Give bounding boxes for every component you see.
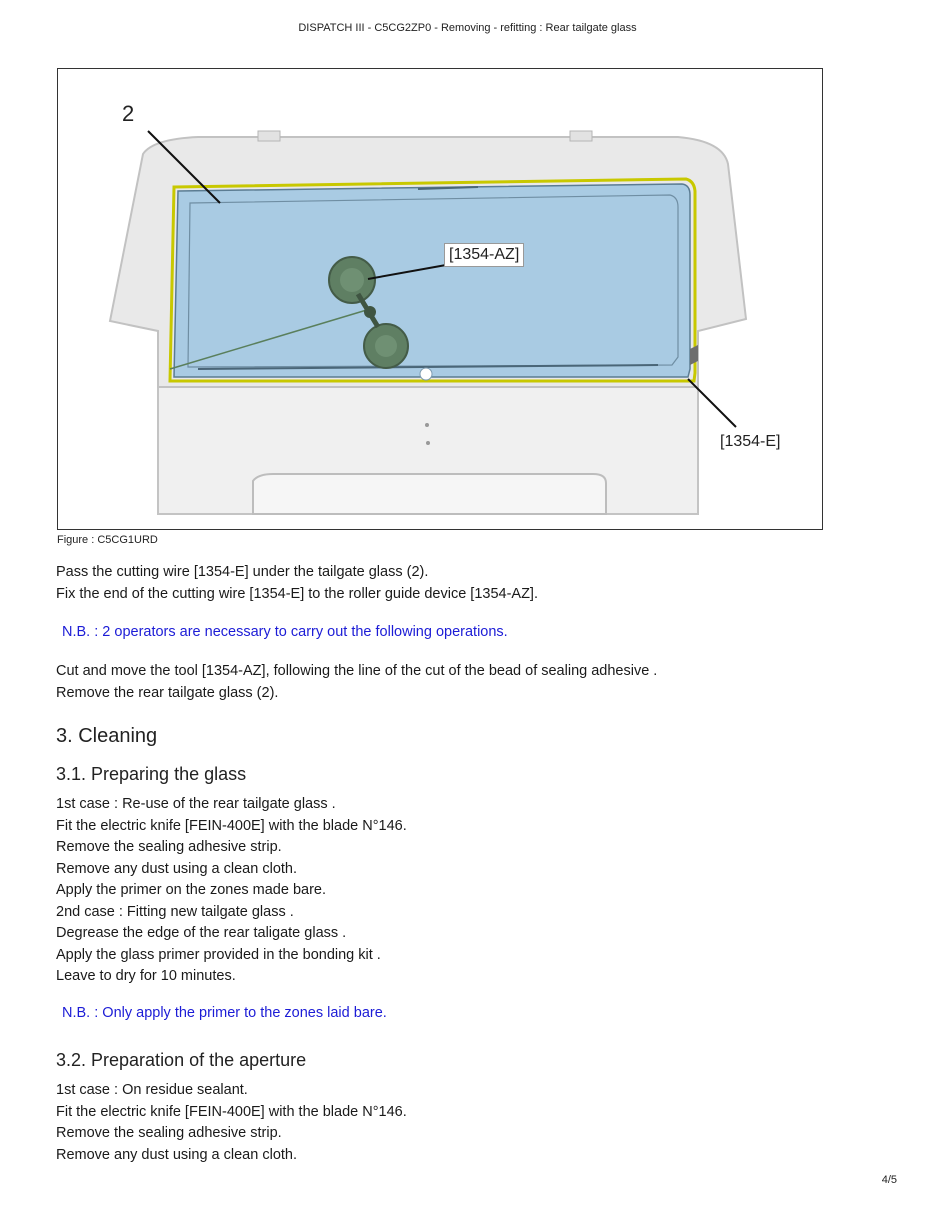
instruction-line: Pass the cutting wire [1354-E] under the tailgate glass (2). — [56, 564, 429, 580]
figure-illustration — [57, 68, 823, 530]
instruction-line: Remove any dust using a clean cloth. — [56, 1146, 297, 1163]
instruction-line: Fix the end of the cutting wire [1354-E] to the roller guide device [1354-AZ]. — [56, 585, 538, 602]
hinge-tab-left — [258, 131, 280, 141]
note-primer: N.B. : Only apply the primer to the zones laid bare. — [62, 1005, 387, 1021]
instruction-line: Remove the sealing adhesive strip. — [56, 1125, 282, 1141]
instruction-line: Remove the rear tailgate glass (2). — [56, 684, 279, 701]
wiper-pivot — [420, 368, 432, 380]
instruction-line: Degrease the edge of the rear taligate glass . — [56, 925, 347, 941]
instruction-line: 1st case : Re-use of the rear tailgate glass . — [56, 796, 336, 812]
roller-wheel — [364, 306, 376, 318]
instruction-block-1 — [56, 562, 538, 605]
page-number: 4/5 — [881, 1174, 897, 1186]
instruction-line: Remove the sealing adhesive strip. — [56, 839, 282, 855]
instruction-line: Apply the primer on the zones made bare. — [56, 882, 327, 898]
callout-tool-1354-e: [1354-E] — [720, 433, 781, 450]
glass-instructions — [56, 794, 407, 988]
instruction-line: Apply the glass primer provided in the bonding kit . — [56, 946, 381, 963]
heading-preparing-glass: 3.1. Preparing the glass — [56, 764, 247, 784]
instruction-line: Cut and move the tool [1354-AZ], following the line of the cut of the bead of sealing adhesive . — [56, 663, 658, 679]
document-header: DISPATCH III - C5CG2ZP0 - Removing - refitting : Rear tailgate glass — [298, 22, 637, 34]
instruction-line: 2nd case : Fitting new tailgate glass . — [56, 903, 294, 920]
callout-part-2: 2 — [122, 101, 135, 126]
heading-cleaning: 3. Cleaning — [56, 725, 158, 747]
callout-tool-1354-az: [1354-AZ] — [444, 243, 524, 267]
instruction-block-2 — [56, 661, 657, 704]
aperture-instructions — [56, 1080, 407, 1166]
tailgate-glass — [174, 184, 690, 377]
lock-dot-lower — [426, 441, 430, 445]
instruction-line: Fit the electric knife [FEIN-400E] with the blade N°146. — [56, 1103, 407, 1120]
heading-preparation-aperture: 3.2. Preparation of the aperture — [56, 1050, 307, 1070]
number-plate-recess — [253, 474, 606, 514]
instruction-line: Fit the electric knife [FEIN-400E] with the blade N°146. — [56, 817, 407, 834]
note-operators: N.B. : 2 operators are necessary to carry out the following operations. — [62, 624, 508, 640]
hinge-tab-right — [570, 131, 592, 141]
instruction-line: Leave to dry for 10 minutes. — [56, 968, 236, 984]
instruction-line: 1st case : On residue sealant. — [56, 1082, 248, 1098]
figure-caption: Figure : C5CG1URD — [57, 534, 158, 546]
instruction-line: Remove any dust using a clean cloth. — [56, 860, 297, 877]
tailgate-illustration — [58, 69, 823, 530]
lock-dot-upper — [425, 423, 429, 427]
